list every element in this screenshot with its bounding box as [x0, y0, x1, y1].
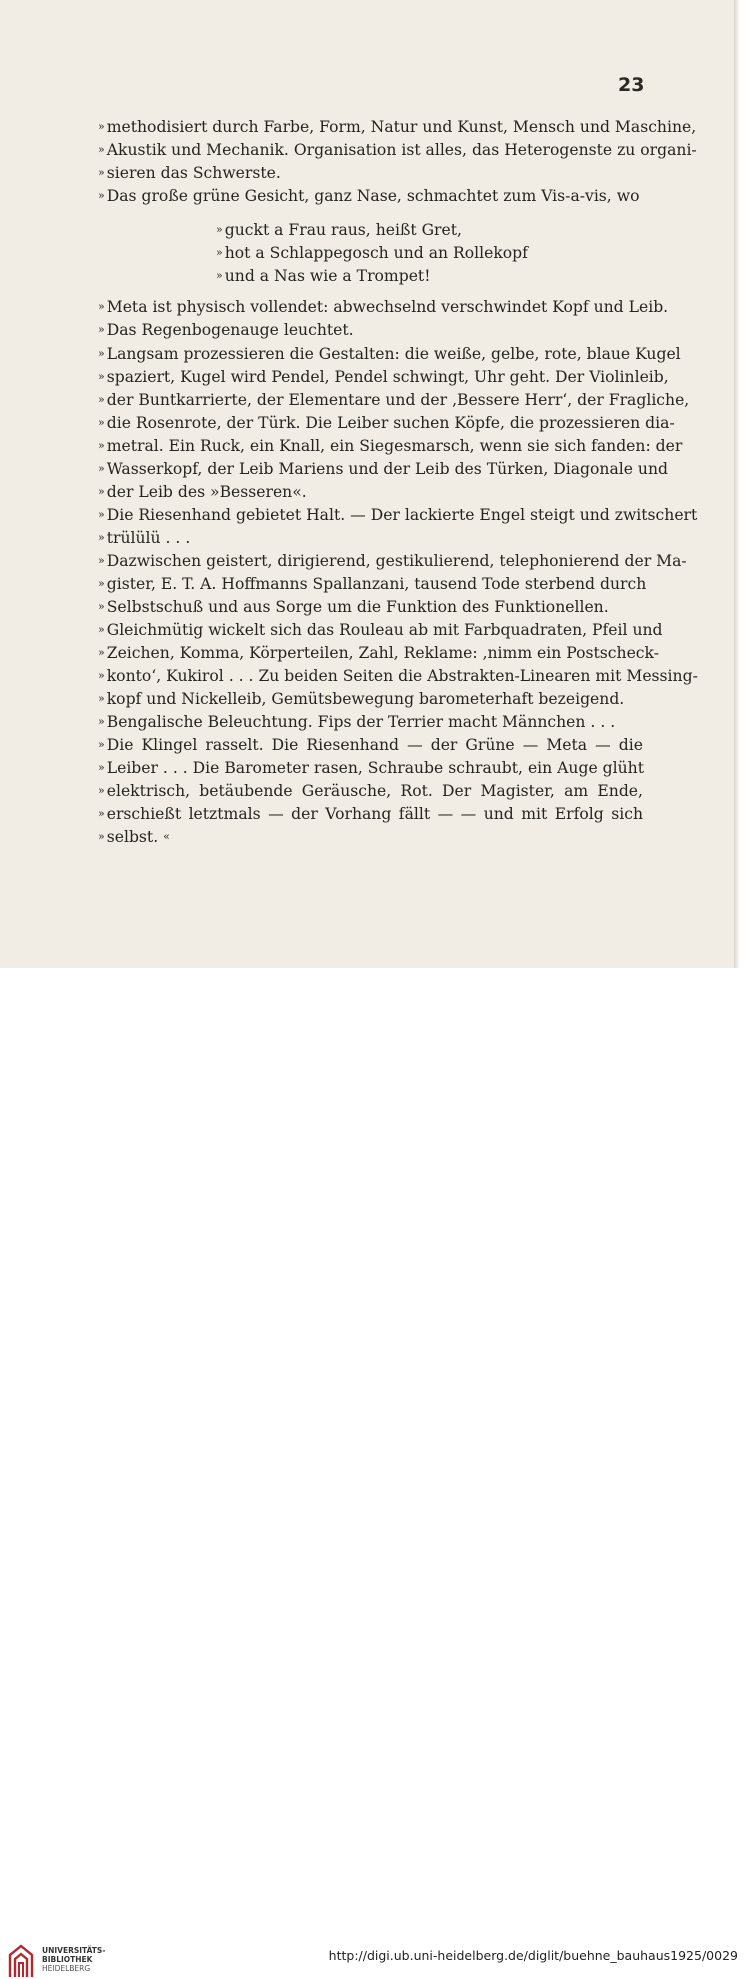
text-line: » Das große grüne Gesicht, ganz Nase, schmachtet zum Vis-a-vis, wo	[98, 187, 640, 205]
text-line: » Meta ist physisch vollendet: abwechselnd verschwindet Kopf und Leib.	[98, 298, 669, 316]
text-line: » der Leib des »Besseren«.	[98, 483, 307, 501]
text-line: » Das Regenbogenauge leuchtet.	[98, 321, 354, 339]
text-line: » Die Klingel rasselt. Die Riesenhand — der Grüne — Meta — die	[98, 736, 643, 754]
text-line: » Dazwischen geistert, dirigierend, gestikulierend, telephonierend der Ma-	[98, 552, 687, 570]
text-line: » spaziert, Kugel wird Pendel, Pendel schwingt, Uhr geht. Der Violinleib,	[98, 368, 669, 386]
text-line: » Zeichen, Komma, Körperteilen, Zahl, Reklame: ‚nimm ein Postscheck-	[98, 644, 659, 662]
text-line: » konto‘, Kukirol . . . Zu beiden Seiten die Abstrakten-Linearen mit Messing-	[98, 667, 698, 685]
text-line: » methodisiert durch Farbe, Form, Natur und Kunst, Mensch und Maschine,	[98, 118, 697, 136]
text-line: » elektrisch, betäubende Geräusche, Rot. Der Magister, am Ende,	[98, 782, 643, 800]
text-line: » Die Riesenhand gebietet Halt. — Der lackierte Engel steigt und zwitschert	[98, 506, 698, 524]
text-line: » Selbstschuß und aus Sorge um die Funktion des Funktionellen.	[98, 598, 609, 616]
verse-line: » und a Nas wie a Trompet!	[216, 267, 431, 285]
text-line: » Wasserkopf, der Leib Mariens und der Leib des Türken, Diagonale und	[98, 460, 669, 478]
verse-line: » hot a Schlappegosch und an Rollekopf	[216, 244, 528, 262]
text-line: » sieren das Schwerste.	[98, 164, 281, 182]
text-line: » die Rosenrote, der Türk. Die Leiber suchen Köpfe, die prozessieren dia-	[98, 414, 675, 432]
text-line: » metral. Ein Ruck, ein Knall, ein Siegesmarsch, wenn sie sich fanden: der	[98, 437, 683, 455]
text-line: » selbst. «	[98, 828, 170, 846]
text-line: » kopf und Nickelleib, Gemütsbewegung barometerhaft bezeigend.	[98, 690, 625, 708]
text-line: » Bengalische Beleuchtung. Fips der Terrier macht Männchen . . .	[98, 713, 616, 731]
text-line: » der Buntkarrierte, der Elementare und der ‚Bessere Herr‘, der Fragliche,	[98, 391, 690, 409]
text-line: » Akustik und Mechanik. Organisation ist alles, das Heterogenste zu organi-	[98, 141, 697, 159]
text-line: » trülülü . . .	[98, 529, 191, 547]
text-line: » gister, E. T. A. Hoffmanns Spallanzani, tausend Tode sterbend durch	[98, 575, 647, 593]
university-library-logo-icon	[6, 1943, 36, 1979]
text-line: » Leiber . . . Die Barometer rasen, Schraube schraubt, ein Auge glüht	[98, 759, 644, 777]
verse-line: » guckt a Frau raus, heißt Gret,	[216, 221, 462, 239]
source-url-link[interactable]: http://digi.ub.uni-heidelberg.de/diglit/buehne_bauhaus1925/0029	[328, 1948, 738, 1963]
text-line: » Gleichmütig wickelt sich das Rouleau ab mit Farbquadraten, Pfeil und	[98, 621, 663, 639]
text-line: » erschießt letztmals — der Vorhang fällt — — und mit Erfolg sich	[98, 805, 643, 823]
text-line: » Langsam prozessieren die Gestalten: die weiße, gelbe, rote, blaue Kugel	[98, 345, 681, 363]
page-number: 23	[618, 74, 645, 96]
digitization-footer	[0, 968, 746, 1973]
book-page	[0, 0, 740, 968]
library-name: UNIVERSITÄTS- BIBLIOTHEK HEIDELBERG	[42, 1946, 106, 1973]
page-edge	[734, 0, 740, 968]
